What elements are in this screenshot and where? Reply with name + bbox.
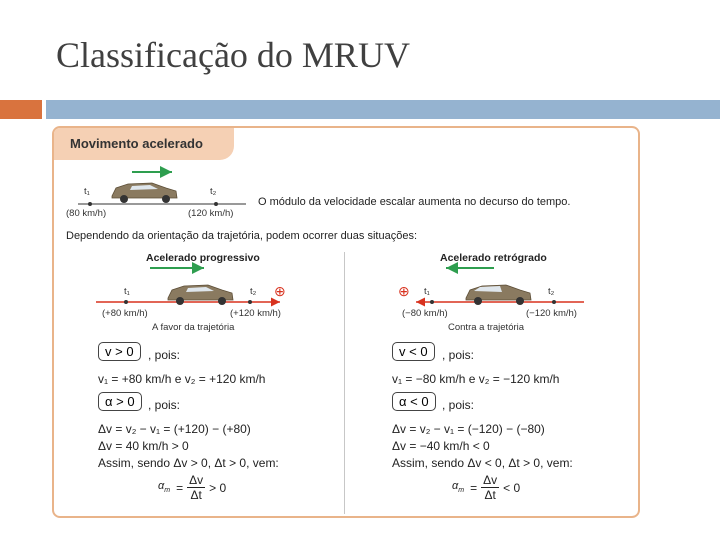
right-formula: $\alpha_m$ = $\frac{\Delta v}{\Delta t}$ < 0: [452, 473, 521, 502]
slide-title: Classificação do MRUV: [56, 35, 410, 75]
left-conclusion: Assim, sendo Δv > 0, Δt > 0, vem:: [98, 456, 279, 470]
left-formula: $\alpha_m$ = $\frac{\Delta v}{\Delta t}$ > 0: [158, 473, 227, 502]
car-icon: [112, 183, 177, 203]
right-positive-sign: ⊕: [398, 283, 410, 299]
top-v1-label: (80 km/h): [66, 208, 107, 219]
top-t2-label: t₂: [210, 186, 217, 197]
right-pois-1: , pois:: [442, 348, 475, 362]
right-delta-line: Δv = v₂ − v₁ = (−120) − (−80): [392, 422, 545, 436]
left-pois-1: , pois:: [148, 348, 181, 362]
right-v2-label: (−120 km/h): [526, 308, 577, 319]
content-panel: [52, 126, 640, 518]
left-v2-label: (+120 km/h): [230, 308, 281, 319]
top-motion-diagram: [78, 172, 246, 206]
top-v2-label: (120 km/h): [188, 208, 234, 219]
left-t2-label: t₂: [250, 286, 257, 297]
panel-tab-label: Movimento acelerado: [70, 136, 203, 151]
right-direction: Contra a trajetória: [448, 322, 525, 333]
left-velocity-box: v > 0: [98, 342, 141, 361]
right-t1-label: t₁: [424, 286, 430, 297]
right-pois-2: , pois:: [442, 398, 475, 412]
right-motion-diagram: [416, 268, 584, 305]
right-delta-result: Δv = −40 km/h < 0: [392, 439, 490, 453]
right-t2-label: t₂: [548, 286, 555, 297]
left-delta-line: Δv = v₂ − v₁ = (+120) − (+80): [98, 422, 251, 436]
left-velocities-line: v₁ = +80 km/h e v₂ = +120 km/h: [98, 372, 266, 386]
left-heading: Acelerado progressivo: [146, 252, 260, 264]
top-statement: O módulo da velocidade escalar aumenta no decurso do tempo.: [258, 196, 571, 208]
left-t1-label: t₁: [124, 286, 130, 297]
accent-bar-orange: [0, 100, 42, 119]
left-acceleration-box: α > 0: [98, 392, 142, 411]
right-conclusion: Assim, sendo Δv < 0, Δt > 0, vem:: [392, 456, 573, 470]
right-acceleration-box: α < 0: [392, 392, 436, 411]
right-heading: Acelerado retrógrado: [440, 252, 547, 264]
left-delta-result: Δv = 40 km/h > 0: [98, 439, 189, 453]
right-velocity-box: v < 0: [392, 342, 435, 361]
right-v1-label: (−80 km/h): [402, 308, 448, 319]
left-positive-sign: ⊕: [274, 283, 286, 299]
accent-bar-blue: [46, 100, 720, 119]
left-pois-2: , pois:: [148, 398, 181, 412]
left-direction: A favor da trajetória: [152, 322, 235, 333]
intro-text: Dependendo da orientação da trajetória, podem ocorrer duas situações:: [66, 230, 418, 242]
column-divider: [344, 252, 345, 514]
top-t1-label: t₁: [84, 186, 90, 197]
left-v1-label: (+80 km/h): [102, 308, 148, 319]
right-velocities-line: v₁ = −80 km/h e v₂ = −120 km/h: [392, 372, 560, 386]
